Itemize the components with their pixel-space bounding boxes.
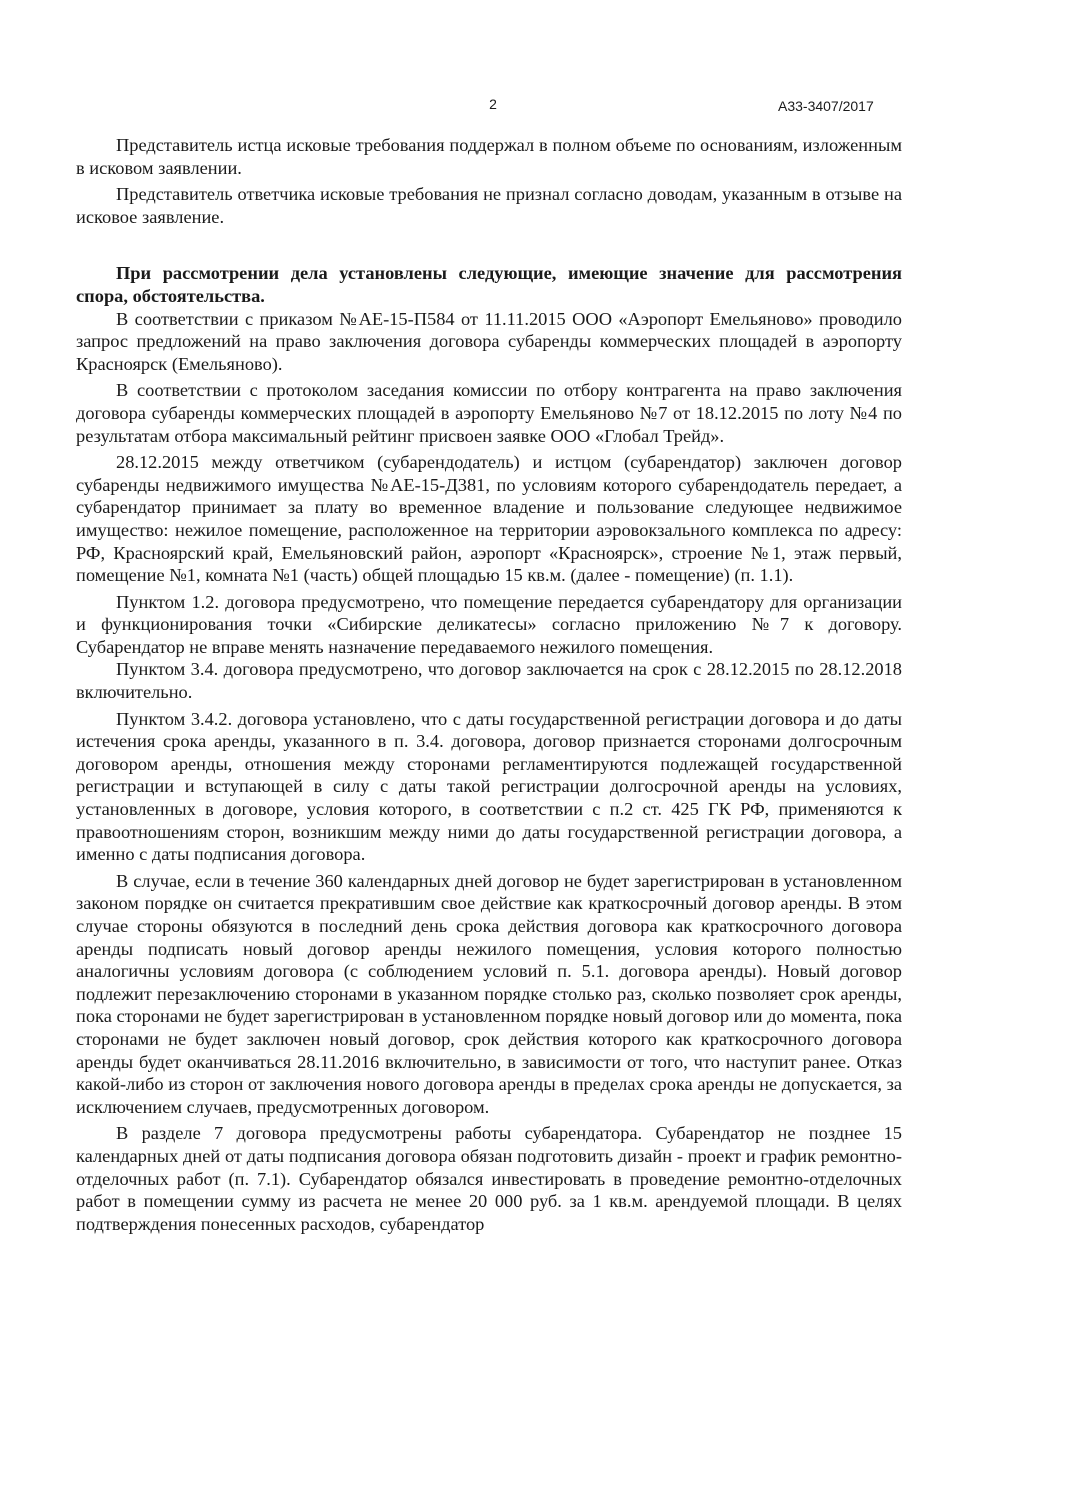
paragraph: В соответствии с протоколом заседания комиссии по отбору контрагента на право заключения договора субаренды коммерческих площадей в аэропорту Емельяново №7 от 18.12.2015 по лоту №4 по результатам отбора максимальный рейтинг присвоен заявке ООО «Глобал Трейд».	[76, 380, 902, 446]
paragraph: В соответствии с приказом №АЕ-15-П584 от 11.11.2015 ООО «Аэропорт Емельяново» проводило запрос предложений на право заключения договора субаренды коммерческих площадей в аэропорту Красноярск (Емельяново).	[76, 308, 902, 374]
page-number: 2	[489, 96, 497, 112]
paragraph: В случае, если в течение 360 календарных дней договор не будет зарегистрирован в установленном законом порядке он считается прекратившим свое действие как краткосрочный договор аренды. В этом случае стороны обязуются в последний день срока действия договора как краткосрочного договора аренды подписать новый договор аренды нежилого помещения, условия которого полностью аналогичны условиям договора (с соблюдением условий п. 5.1. договора аренды). Новый договор подлежит перезаключению сторонами в указанном порядке столько раз, сколько позволяет срок аренды, пока сторонами не будет зарегистрирован в установленном порядке новый договор или до момента, пока сторонами не будет заключен новый договор, срок действия которого как краткосрочного договора аренды будет оканчиваться 28.11.2016 включительно, в зависимости от того, что наступит ранее. Отказ какой-либо из сторон от заключения нового договора аренды в пределах срока аренды не допускается, за исключением случаев, предусмотренных договором.	[76, 870, 902, 1117]
paragraph: Пунктом 3.4. договора предусмотрено, что договор заключается на срок с 28.12.2015 по 28.12.2018 включительно.	[76, 659, 902, 703]
paragraph: Представитель ответчика исковые требования не признал согласно доводам, указанным в отзыве на исковое заявление.	[76, 184, 902, 227]
paragraph: Пунктом 1.2. договора предусмотрено, что помещение передается субарендатору для организации и функционирования точки «Сибирские деликатесы» согласно приложению №7 к договору. Субарендатор не вправе менять назначение передаваемого нежилого помещения.	[76, 591, 902, 657]
document-body	[76, 134, 902, 1235]
section-heading: При рассмотрении дела установлены следующие, имеющие значение для рассмотрения спора, обстоятельства.	[76, 263, 902, 306]
paragraph: Пунктом 3.4.2. договора установлено, что с даты государственной регистрации договора и до даты истечения срока аренды, указанного в п. 3.4. договора, договор признается сторонами долгосрочным договором аренды, отношения между сторонами регламентируются подлежащей государственной регистрации и вступающей в силу с даты такой регистрации долгосрочной аренды на условиях, установленных в договоре, условия которого, в соответствии с п.2 ст. 425 ГК РФ, применяются к правоотношениям сторон, возникшим между ними до даты государственной регистрации договора, а именно с даты подписания договора.	[76, 708, 902, 865]
paragraph: Представитель истца исковые требования поддержал в полном объеме по основаниям, изложенным в исковом заявлении.	[76, 135, 902, 178]
paragraph: 28.12.2015 между ответчиком (субарендодатель) и истцом (субарендатор) заключен договор субаренды недвижимого имущества №АЕ-15-Д381, по условиям которого субарендодатель передает, а субарендатор принимает за плату во временное владение и пользование следующее недвижимое имущество: нежилое помещение, расположенное на территории аэровокзального комплекса по адресу: РФ, Красноярский край, Емельяновский район, аэропорт «Красноярск», строение №1, этаж первый, помещение №1, комната №1 (часть) общей площадью 15 кв.м. (далее - помещение) (п. 1.1).	[76, 452, 902, 586]
paragraph: В разделе 7 договора предусмотрены работы субарендатора. Субарендатор не позднее 15 календарных дней от даты подписания договора обязан подготовить дизайн - проект и график ремонтно-отделочных работ (п. 7.1). Субарендатор обязался инвестировать в проведение ремонтно-отделочных работ в помещении сумму из расчета не менее 20 000 руб. за 1 кв.м. арендуемой площади. В целях подтверждения понесенных расходов, субарендатор	[76, 1123, 902, 1234]
case-number: А33-3407/2017	[778, 98, 874, 114]
